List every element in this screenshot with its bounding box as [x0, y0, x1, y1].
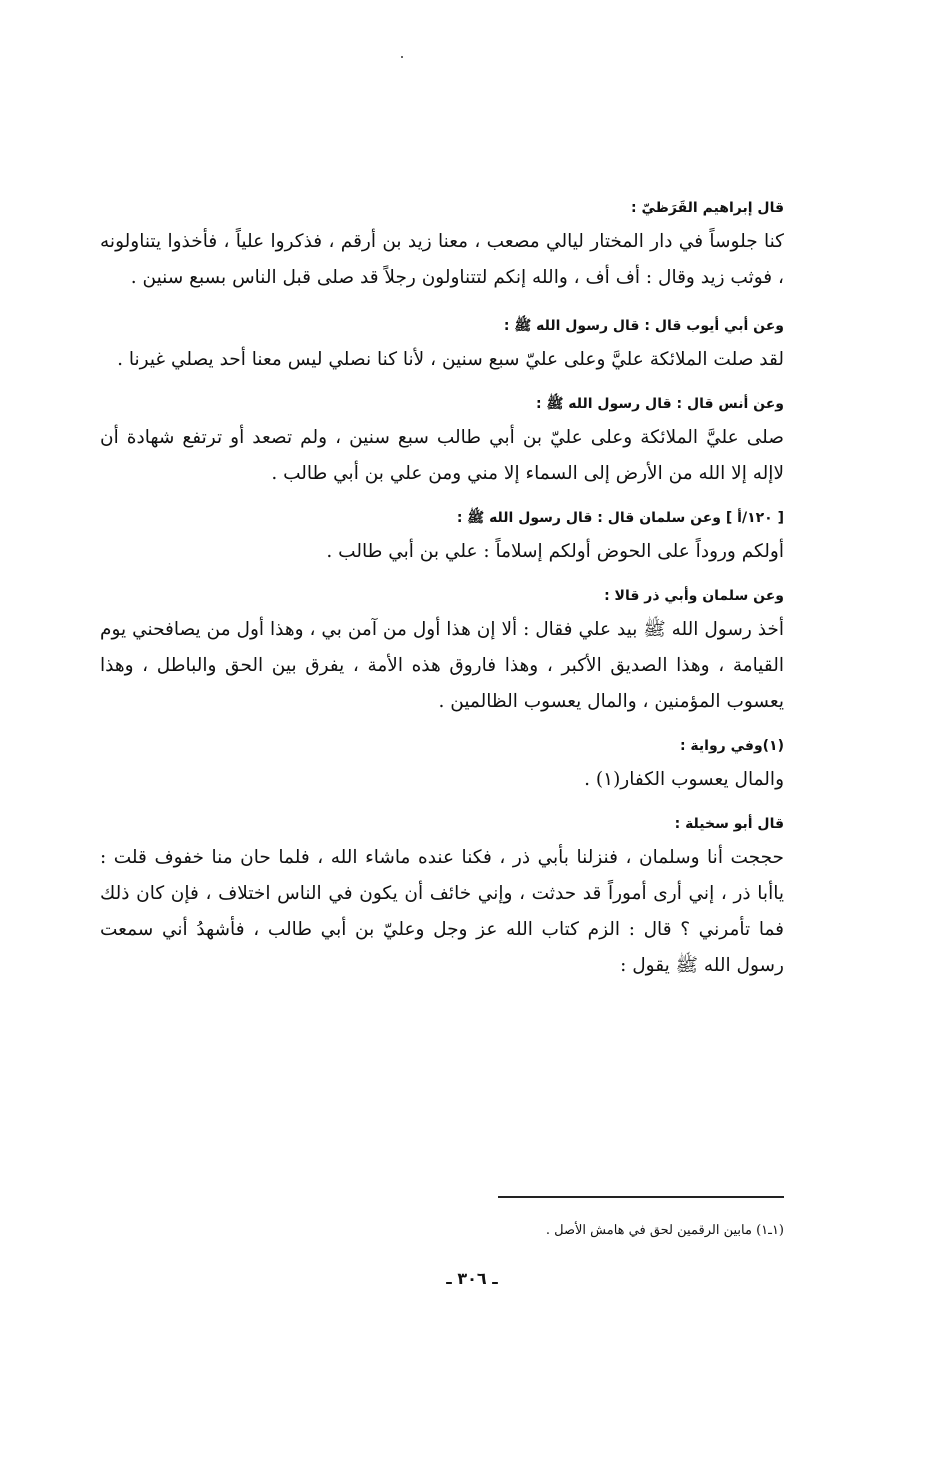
section-heading-ibrahim: قال إبراهيم القَرَظيّ : [631, 200, 784, 216]
footnote: (١ـ١) مابين الرقمين لحق في هامش الأصل . [545, 1223, 784, 1238]
section-text-ibrahim: كنا جلوساً في دار المختار ليالي مصعب ، معنا زيد بن أرقم ، فذكروا علياً ، فأخذوا يتناولونه ، فوثب زيد وقال : أف أف ، والله إنكم لتتناولون رجلاً قد صلى قبل الناس بسبع سنين . [100, 231, 784, 288]
section-heading-salman: [ ١٢٠/أ ] وعن سلمان قال : قال رسول الله ﷺ : [456, 510, 784, 526]
page-number: ـ ٣٠٦ ـ [446, 1269, 498, 1288]
section-text-riwaya: والمال يعسوب الكفار(١) . [584, 769, 784, 790]
section-heading-abu-ayyub: وعن أبي أيوب قال : قال رسول الله ﷺ : [503, 318, 784, 334]
main-text [100, 196, 784, 984]
section-heading-salman-abu-dharr: وعن سلمان وأبي ذر قالا : [604, 588, 784, 604]
footnote-divider [498, 1196, 784, 1198]
section-text-anas: صلى عليَّ الملائكة وعلى عليّ بن أبي طالب سبع سنين ، ولم تصعد أو ترتفع شهادة أن لاإله إلا الله من الأرض إلى السماء إلا مني ومن علي بن أبي طالب . [100, 427, 784, 484]
section-heading-abu-sukhayla: قال أبو سخيلة : [674, 816, 784, 832]
section-heading-anas: وعن أنس قال : قال رسول الله ﷺ : [536, 396, 784, 412]
section-text-salman-abu-dharr: أخذ رسول الله ﷺ بيد علي فقال : ألا إن هذا أول من آمن بي ، وهذا أول من يصافحني يوم القيامة ، وهذا الصديق الأكبر ، وهذا فاروق هذه الأمة ، يفرق بين الحق والباطل ، وهذا يعسوب المؤمنين ، والمال يعسوب الظالمين . [100, 619, 784, 712]
section-text-abu-ayyub: لقد صلت الملائكة عليَّ وعلى عليّ سبع سنين ، لأنا كنا نصلي ليس معنا أحد يصلي غيرنا . [117, 349, 784, 370]
section-text-abu-sukhayla: حججت أنا وسلمان ، فنزلنا بأبي ذر ، فكنا عنده ماشاء الله ، فلما حان منا خفوف قلت : ياأبا ذر ، إني أرى أموراً قد حدثت ، وإني خائف أن يكون في الناس اختلاف ، فإن كان ذلك فما تأمرني ؟ قال : الزم كتاب الله عز وجل وعليّ بن أبي طالب ، فأشهدُ أني سمعت رسول الله ﷺ يقول : [100, 847, 784, 976]
section-text-salman: أولكم وروداً على الحوض أولكم إسلاماً : علي بن أبي طالب . [326, 541, 784, 562]
section-heading-riwaya: (١)وفي رواية : [679, 738, 784, 754]
scan-speck [401, 56, 403, 58]
